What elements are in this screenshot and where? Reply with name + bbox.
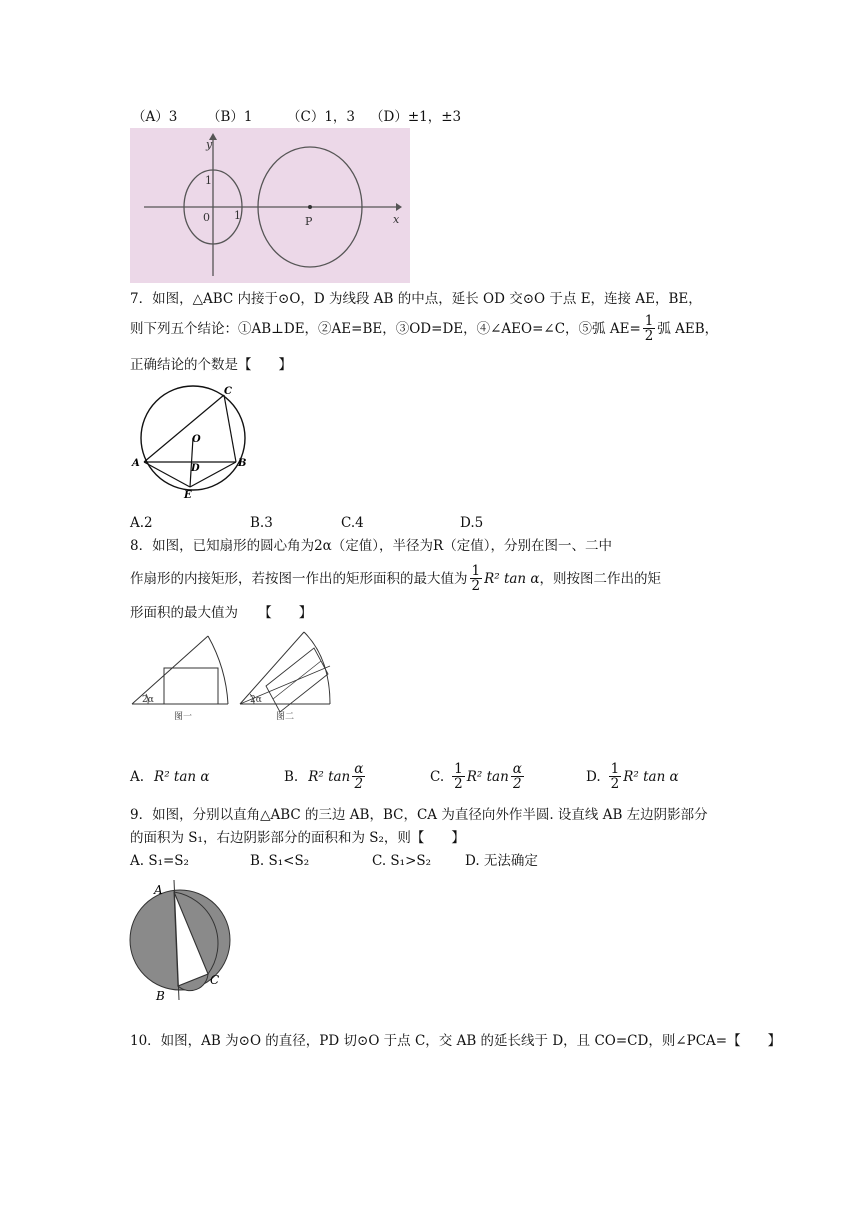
q8-option-c-den: 2 [513, 776, 522, 792]
q7-label-b: B [238, 458, 247, 469]
q7-option-a: A.2 [130, 515, 153, 531]
q8-angle-1: 2α [142, 695, 154, 705]
q8-option-a-expr: R² tan α [154, 769, 210, 785]
q8-option-b-label: B. [284, 768, 299, 785]
q8-option-c-label: C. [430, 768, 445, 785]
q7-label-d: D [191, 463, 200, 474]
q7-line2-suffix: 弧 AEB， [657, 320, 719, 337]
q8-option-b [284, 762, 367, 791]
q7-figure [128, 380, 253, 500]
q8-line2-expr: R² tan α [484, 570, 540, 587]
q8-option-c-num: α [512, 761, 522, 777]
q6-figure [130, 128, 410, 283]
q8-option-b-expr: R² tan [308, 768, 351, 785]
q7-option-c: C.4 [341, 515, 364, 531]
q8-half-fraction [470, 564, 483, 593]
q6-option-d: （D）±1，±3 [370, 109, 462, 125]
q8-option-b-fraction [352, 762, 365, 791]
q6-origin: 0 [203, 211, 210, 224]
q8-option-d-pre-den: 2 [610, 776, 620, 792]
q6-x-label: x [393, 213, 400, 226]
q8-option-d-expr: R² tan α [623, 768, 679, 785]
q8-line2-prefix: 作扇形的内接矩形，若按图一作出的矩形面积的最大值为 [130, 570, 468, 587]
q7-label-o: O [192, 434, 201, 445]
q8-line2 [130, 564, 661, 593]
q9-label-a: A [154, 883, 163, 897]
q8-half-den: 2 [471, 578, 481, 594]
q7-frac-den: 2 [644, 328, 654, 344]
q8-option-d [586, 762, 679, 791]
q7-line3: 正确结论的个数是【 】 [130, 357, 292, 373]
q6-tick-1-y: 1 [205, 174, 212, 187]
q9-option-b: B. S₁<S₂ [250, 853, 310, 869]
q8-line1: 8．如图，已知扇形的圆心角为2α（定值），半径为R（定值），分别在图一、二中 [130, 538, 612, 554]
q6-option-c: （C）1，3 [287, 109, 356, 125]
q7-label-c: C [224, 386, 232, 397]
q7-line1: 7．如图，△ABC 内接于⊙O，D 为线段 AB 的中点，延长 OD 交⊙O 于点 E，连接 AE，BE， [130, 291, 702, 307]
q7-label-e: E [184, 490, 192, 500]
q8-angle-2: 2α [250, 695, 262, 705]
q7-fraction [643, 314, 656, 343]
q6-option-b: （B）1 [207, 109, 253, 125]
q8-option-c-pre-den: 2 [454, 776, 463, 792]
q8-caption-1: 图一 [174, 712, 193, 722]
q8-option-b-den: 2 [354, 776, 364, 792]
q9-figure [128, 878, 248, 1006]
q8-option-c [430, 762, 526, 791]
q9-option-d: D. 无法确定 [465, 853, 538, 869]
q8-option-b-num: α [354, 761, 364, 777]
q8-option-d-pre-fraction [609, 762, 622, 791]
q8-option-a [130, 768, 210, 786]
q9-option-c: C. S₁>S₂ [372, 853, 432, 869]
q7-option-d: D.5 [460, 515, 484, 531]
q8-line2-suffix: ，则按图二作出的矩 [539, 570, 662, 587]
q8-option-c-fraction [511, 762, 524, 791]
q8-option-a-label: A. [130, 769, 145, 785]
q7-option-b: B.3 [250, 515, 273, 531]
q7-frac-num: 1 [644, 313, 654, 329]
q6-tick-1-x: 1 [234, 209, 241, 222]
q8-option-c-pre-fraction [452, 762, 465, 791]
q8-option-c-pre-num: 1 [454, 761, 463, 777]
q7-line2 [130, 314, 718, 343]
q9-line1: 9．如图，分别以直角△ABC 的三边 AB，BC，CA 为直径向外作半圆. 设直线 AB 左边阴影部分 [130, 807, 708, 823]
q9-line2: 的面积为 S₁，右边阴影部分的面积和为 S₂，则【 】 [130, 830, 465, 846]
q8-caption-2: 图二 [276, 712, 295, 722]
q7-label-a: A [132, 458, 140, 469]
q9-option-a: A. S₁=S₂ [130, 853, 189, 869]
q6-point-p: P [305, 215, 313, 228]
q8-option-d-pre-num: 1 [610, 761, 620, 777]
q8-option-c-expr: R² tan [466, 768, 509, 785]
q8-line3: 形面积的最大值为 【 】 [130, 605, 313, 621]
q7-line2-prefix: 则下列五个结论：①AB⊥DE，②AE=BE，③OD=DE，④∠AEO=∠C，⑤弧 AE= [130, 320, 641, 337]
q10-line1: 10．如图，AB 为⊙O 的直径，PD 切⊙O 于点 C，交 AB 的延长线于 D，且 CO=CD，则∠PCA=【 】 [130, 1033, 782, 1049]
q8-figures [128, 628, 338, 724]
q6-y-label: y [206, 138, 213, 151]
q8-option-d-label: D. [586, 768, 601, 785]
q9-label-c: C [210, 973, 220, 987]
q9-label-b: B [156, 989, 165, 1003]
q8-half-num: 1 [471, 563, 481, 579]
q6-option-a: （A）3 [132, 109, 178, 125]
